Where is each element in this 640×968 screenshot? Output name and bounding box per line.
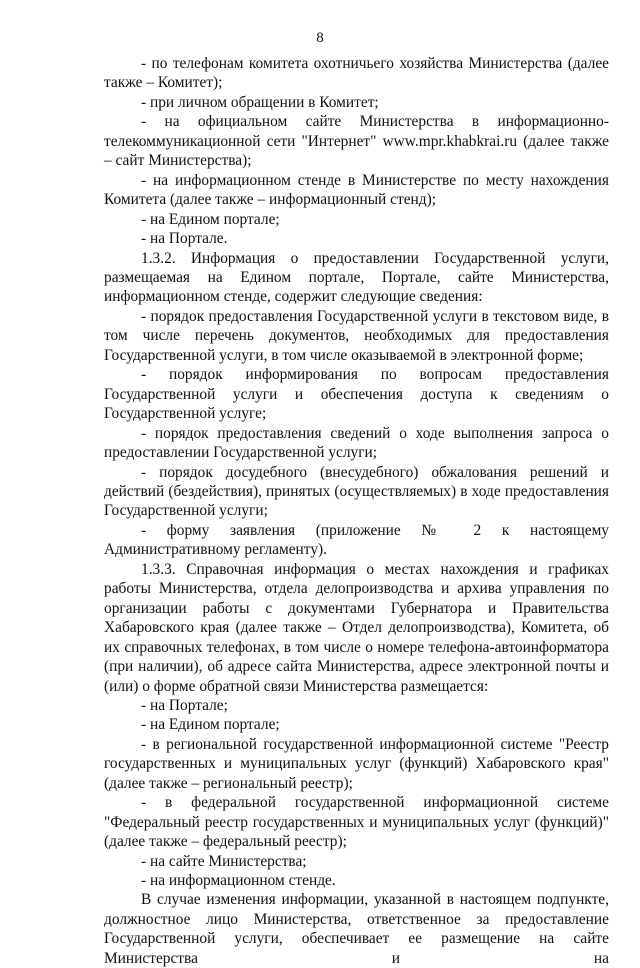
section-paragraph: 1.3.3. Справочная информация о местах нахождения и графиках работы Министерства, отдела делопроизводства и архива управления по организации работы с документами Губернатора и Правительства Хабаровского края (далее также – Отдел делопроизводства), Комитета, об их справочных телефонах, в том числе о номере телефона-автоинформатора (при наличии), об адресе сайта Министерства, адресе электронной почты и (или) о форме обратной связи Министерства размещается:: [104, 560, 609, 695]
section-paragraph: 1.3.2. Информация о предоставлении Государственной услуги, размещаемая на Едином портале, Портале, сайте Министерства, информационном стенде, содержит следующие сведения:: [104, 249, 609, 306]
paragraph: - на Портале;: [141, 696, 228, 714]
paragraph: - на Едином портале;: [141, 210, 280, 228]
document-body: [104, 54, 609, 968]
paragraph: - форму заявления (приложение № 2 к настоящему Административному регламенту).: [104, 521, 609, 559]
paragraph: - на Едином портале;: [141, 716, 280, 734]
paragraph: В случае изменения информации, указанной в настоящем подпункте, должностное лицо Министерства, ответственное за предоставление Государственной услуги, обеспечивает ее размещение на сайте Министерства и на: [104, 891, 609, 967]
paragraph: - при личном обращении в Комитет;: [141, 93, 379, 111]
paragraph: - порядок информирования по вопросам предоставления Государственной услуги и обеспечения доступа к сведениям о Государственной услуге;: [104, 366, 609, 423]
paragraph: - порядок предоставления сведений о ходе выполнения запроса о предоставлении Государственной услуги;: [104, 424, 609, 462]
paragraph: - на сайте Министерства;: [141, 852, 307, 870]
paragraph: - на Портале.: [141, 230, 228, 248]
page-number: 8: [316, 30, 324, 46]
paragraph: - по телефонам комитета охотничьего хозяйства Министерства (далее также – Комитет);: [104, 55, 609, 92]
paragraph: - в федеральной государственной информационной системе "Федеральный реестр государственных и муниципальных услуг (функций)" (далее также – федеральный реестр);: [104, 794, 609, 851]
paragraph: - на информационном стенде.: [141, 872, 336, 890]
paragraph: - в региональной государственной информационной системе "Реестр государственных и муниципальных услуг (функций) Хабаровского края" (далее также – региональный реестр);: [104, 735, 609, 792]
paragraph: - порядок предоставления Государственной услуги в текстовом виде, в том числе перечень документов, необходимых для предоставления Государственной услуги, в том числе оказываемой в электронной форме;: [104, 307, 609, 364]
paragraph: - на информационном стенде в Министерстве по месту нахождения Комитета (далее также – информационный стенд);: [104, 171, 609, 209]
paragraph: - порядок досудебного (внесудебного) обжалования решений и действий (бездействия), принятых (осуществляемых) в ходе предоставления Государственной услуги;: [104, 463, 609, 520]
paragraph: - на официальном сайте Министерства в информационно-телекоммуникационной сети "Интернет" www.mpr.khabkrai.ru (далее также – сайт Министерства);: [104, 113, 609, 170]
